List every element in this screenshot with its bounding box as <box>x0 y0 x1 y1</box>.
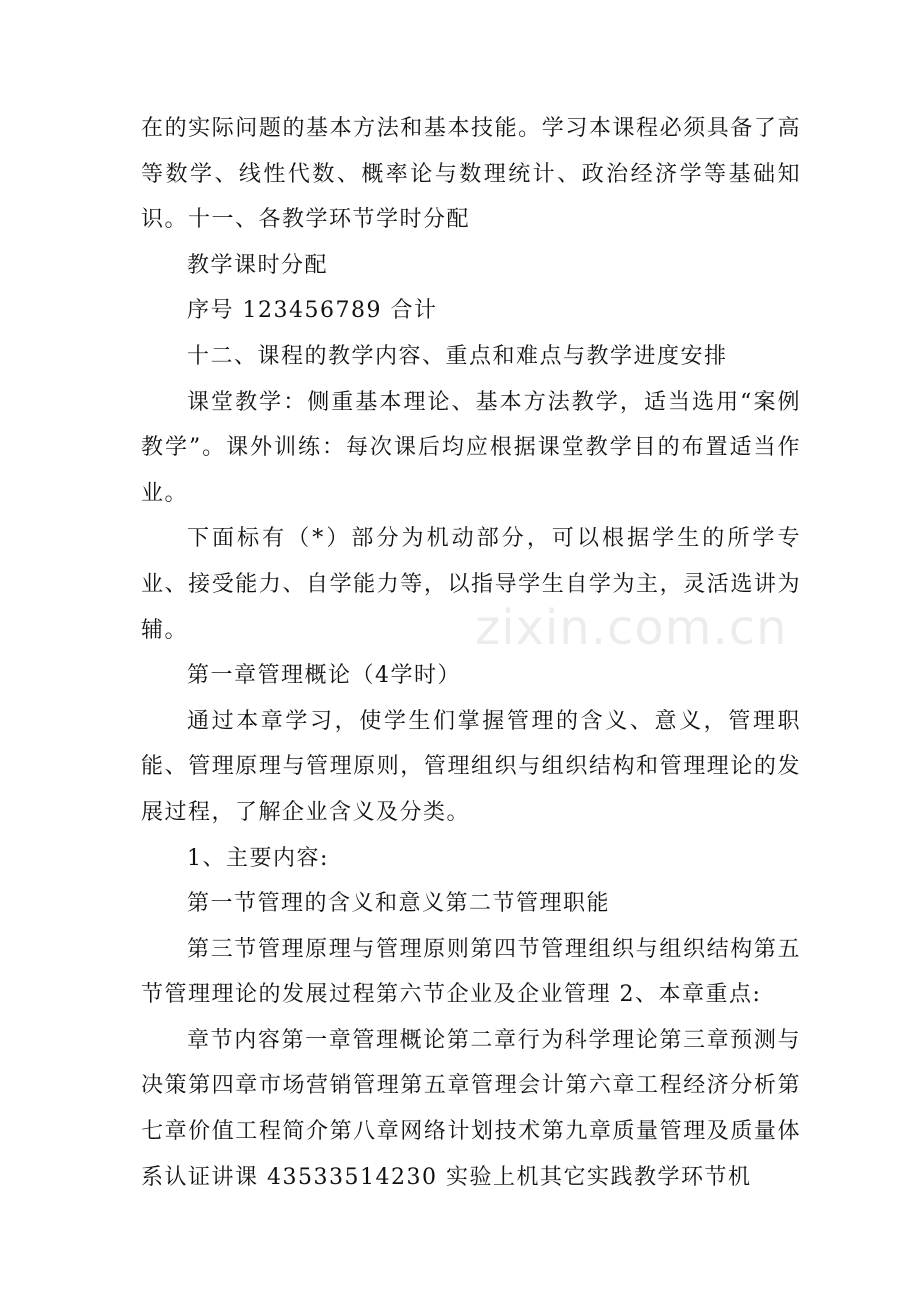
paragraph-3: 序号 123456789 合计 <box>187 298 438 324</box>
paragraph-11: 第三节管理原理与管理原则第四节管理组织与组织结构第五节管理理论的发展过程第六节企业及企业管理 2、本章重点: <box>141 936 801 1008</box>
watermark-text: zixin.com.cn <box>475 600 788 656</box>
paragraph-8: 通过本章学习，使学生们掌握管理的含义、意义，管理职能、管理原理与管理原则，管理组织与组织结构和管理理论的发展过程，了解企业含义及分类。 <box>141 708 801 825</box>
document-body <box>141 106 801 1200</box>
paragraph-1: 在的实际问题的基本方法和基本技能。学习本课程必须具备了高等数学、线性代数、概率论与数理统计、政治经济学等基础知识。十一、各教学环节学时分配 <box>141 116 801 233</box>
paragraph-10: 第一节管理的含义和意义第二节管理职能 <box>187 891 611 917</box>
paragraph-12: 章节内容第一章管理概论第二章行为科学理论第三章预测与决策第四章市场营销管理第五章管理会计第六章工程经济分析第七章价值工程简介第八章网络计划技术第九章质量管理及质量体系认证讲课 43533514230 实验上机其它实践教学环节机 <box>141 1027 801 1190</box>
paragraph-5: 课堂教学：侧重基本理论、基本方法教学，适当选用“案例教学”。课外训练：每次课后均应根据课堂教学目的布置适当作业。 <box>141 389 801 506</box>
paragraph-6: 下面标有（*）部分为机动部分，可以根据学生的所学专业、接受能力、自学能力等，以指导学生自学为主，灵活选讲为辅。 <box>141 526 801 643</box>
paragraph-4: 十二、课程的教学内容、重点和难点与教学进度安排 <box>187 343 728 369</box>
paragraph-9: 1、主要内容: <box>187 845 329 871</box>
paragraph-7: 第一章管理概论（4学时） <box>187 663 461 689</box>
paragraph-2: 教学课时分配 <box>187 252 329 278</box>
